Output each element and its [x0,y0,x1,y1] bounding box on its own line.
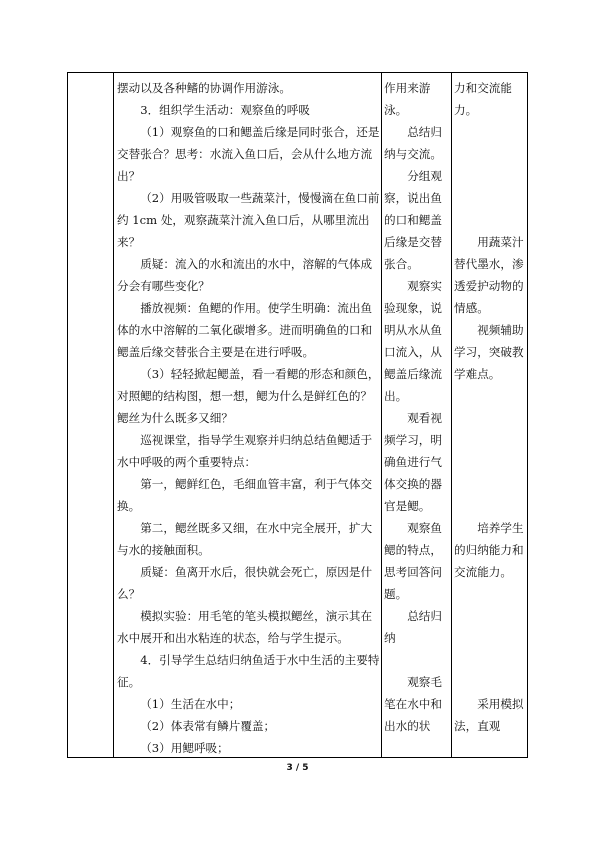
student-activity-column [384,77,449,737]
paragraph: 质疑：鱼离开水后，很快就会死亡，原因是什么？ [117,565,373,601]
paragraph: （3）用鳃呼吸； [140,741,229,755]
column-divider [113,73,114,757]
paragraph: 视频辅助学习，突破教学难点。 [454,323,524,381]
spacer [454,187,524,209]
spacer [454,473,524,495]
spacer [454,407,524,429]
lesson-table [67,72,528,758]
spacer [454,165,524,187]
paragraph: （1）生活在水中； [140,697,241,711]
paragraph: 播放视频：鱼鳃的作用。使学生明确：流出鱼体的水中溶解的二氧化碳增多。进而明确鱼的口和鳃盖后缘交替张合主要是在进行呼吸。 [117,301,373,359]
paragraph: 用蔬菜汁替代墨水，渗透爱护动物的情感。 [454,235,524,315]
paragraph: 摆动以及各种鳍的协调作用游泳。 [117,81,291,95]
spacer [454,143,524,165]
spacer [454,583,524,605]
column-divider [381,73,382,757]
spacer [454,385,524,407]
paragraph: 3．组织学生活动：观察鱼的呼吸 [140,103,310,117]
paragraph: 第一，鳃鲜红色，毛细血管丰富，利于气体交换。 [117,477,373,513]
paragraph: 力和交流能力。 [454,81,512,117]
spacer [454,605,524,627]
paragraph: 总结归纳 [384,609,442,645]
spacer [454,429,524,451]
paragraph: 第二，鳃丝既多又细，在水中完全展开，扩大与水的接触面积。 [117,521,373,557]
paragraph: 观看视频学习，明确鱼进行气体交换的器官是鳃。 [384,411,442,513]
paragraph: 观察毛笔在水中和出水的状 [384,675,442,733]
paragraph: 巡视课堂，指导学生观察并归纳总结鱼鳃适于水中呼吸的两个重要特点： [117,433,373,469]
paragraph: （3）轻轻掀起鳃盖，看一看鳃的形态和颜色，对照鳃的结构图，想一想，鳃为什么是鲜红色的？鳃丝为什么既多又细？ [117,367,380,425]
spacer [454,495,524,517]
spacer [454,671,524,693]
paragraph: 培养学生的归纳能力和交流能力。 [454,521,524,579]
paragraph: 采用模拟法，直观 [454,697,524,733]
paragraph: 观察实验现象，说明从水从鱼口流入，从鳃盖后缘流出。 [384,279,442,403]
spacer [384,649,449,671]
spacer [454,121,524,143]
paragraph: 质疑：流入的水和流出的水中，溶解的气体成分会有哪些变化？ [117,257,373,293]
design-intent-column [454,77,524,737]
spacer [454,627,524,649]
paragraph: （2）体表常有鳞片覆盖； [140,719,276,733]
paragraph: （2）用吸管吸取一些蔬菜汁，慢慢滴在鱼口前约 1cm 处，观察蔬菜汁流入鱼口后，从哪里流出来？ [117,191,380,249]
page-number: 3 / 5 [286,763,309,773]
paragraph: 分组观察，说出鱼的口和鳃盖后缘是交替张合。 [384,169,442,271]
column-divider [451,73,452,757]
spacer [454,209,524,231]
spacer [454,649,524,671]
paragraph: （1）观察鱼的口和鳃盖后缘是同时张合，还是交替张合？思考：水流入鱼口后，会从什么地方流出？ [117,125,380,183]
spacer [454,451,524,473]
paragraph: 4．引导学生总结归纳鱼适于水中生活的主要特征。 [117,653,380,689]
paragraph: 模拟实验：用毛笔的笔头模拟鳃丝，演示其在水中展开和出水粘连的状态，给与学生提示。 [117,609,373,645]
paragraph: 作用来游泳。 [384,81,431,117]
paragraph: 总结归纳与交流。 [384,125,442,161]
paragraph: 观察鱼鳃的特点，思考回答问题。 [384,521,442,601]
teacher-activity-column [117,77,381,759]
